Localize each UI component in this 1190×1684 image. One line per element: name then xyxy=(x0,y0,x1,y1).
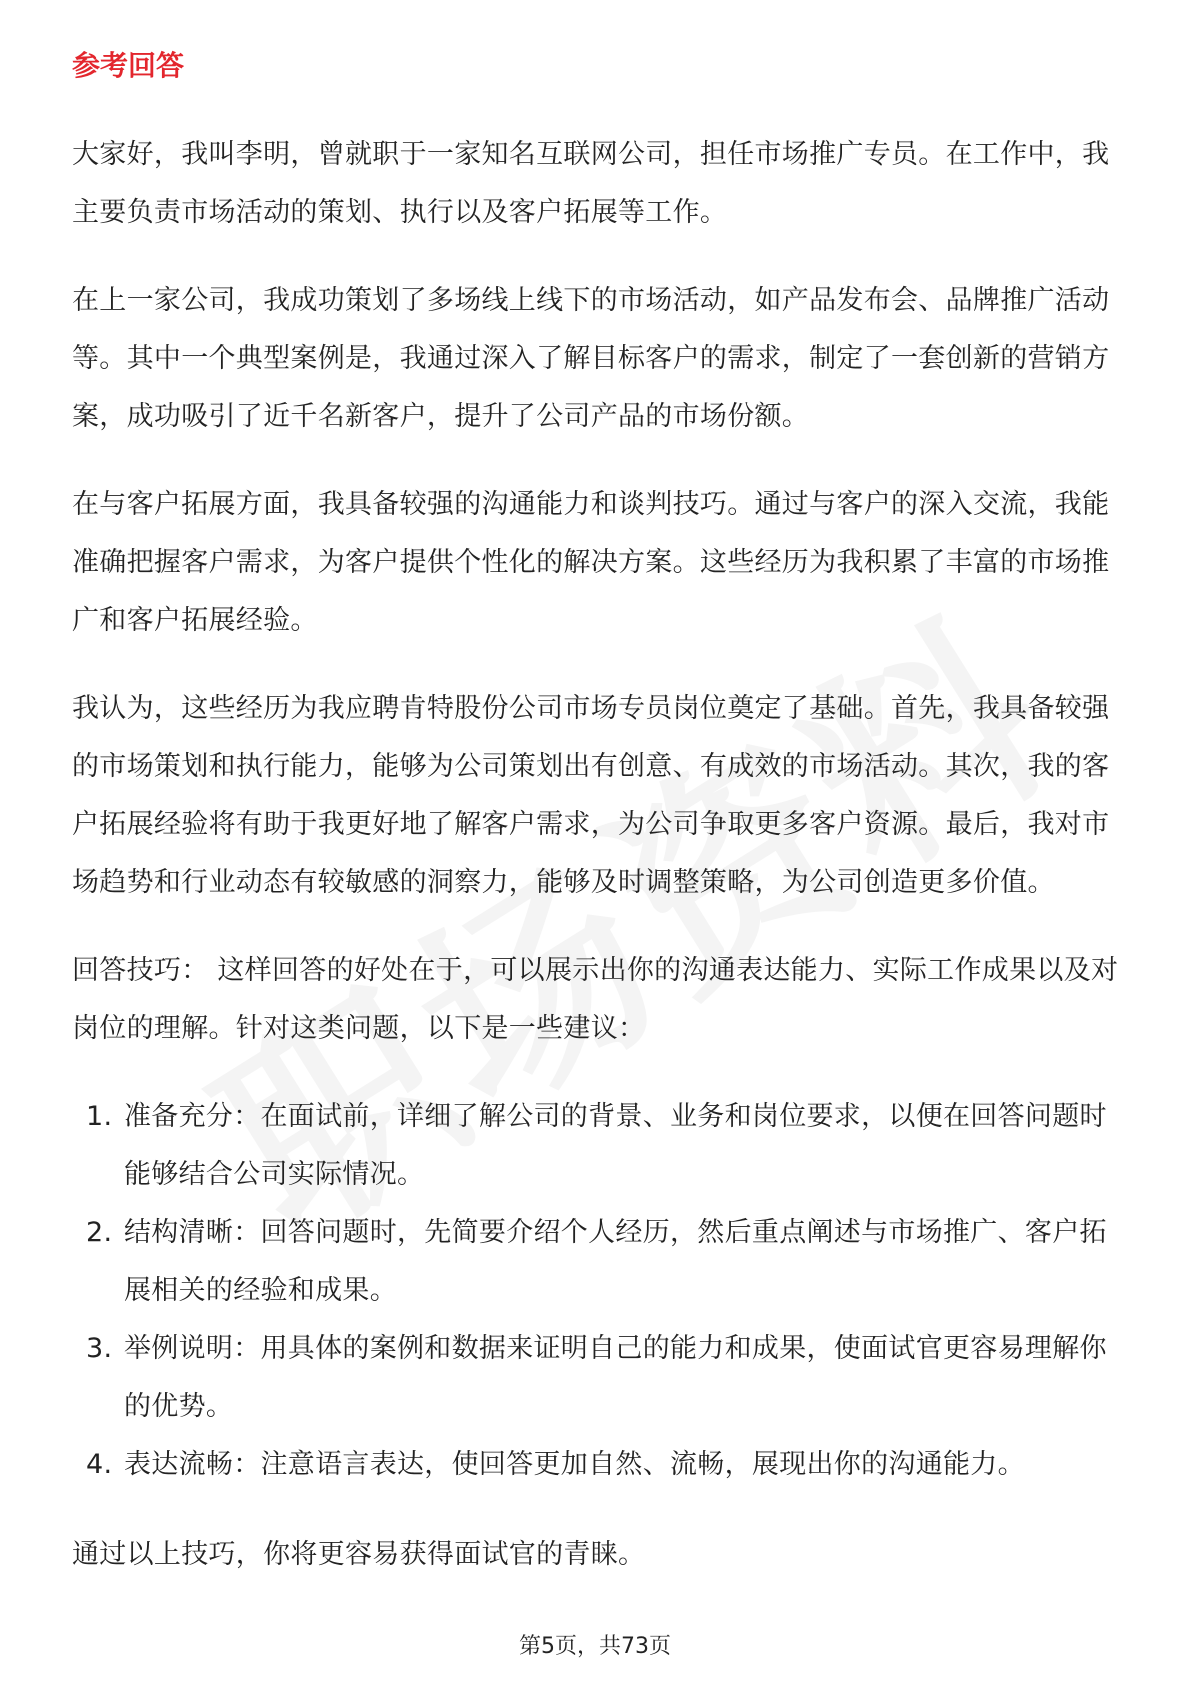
list-item-text: 准备充分：在面试前，详细了解公司的背景、业务和岗位要求，以便在回答问题时能够结合公司实际情况。 xyxy=(124,1101,1107,1190)
list-item-number: 4. xyxy=(86,1449,113,1480)
paragraph-tips-intro: 回答技巧： 这样回答的好处在于，可以展示出你的沟通表达能力、实际工作成果以及对岗位的理解。针对这类问题，以下是一些建议： xyxy=(72,955,1119,1044)
list-item-number: 3. xyxy=(86,1333,113,1364)
paragraph-conclusion: 我认为，这些经历为我应聘肯特股份公司市场专员岗位奠定了基础。首先，我具备较强的市场策划和执行能力，能够为公司策划出有创意、有成效的市场活动。其次，我的客户拓展经验将有助于我更好地了解客户需求，为公司争取更多客户资源。最后，我对市场趋势和行业动态有较敏感的洞察力，能够及时调整策略，为公司创造更多价值。 xyxy=(72,693,1110,898)
list-item xyxy=(72,1436,1128,1494)
page-content xyxy=(72,46,1128,1614)
page-number: 第5页，共73页 xyxy=(519,1634,671,1659)
list-item-number: 1. xyxy=(86,1101,113,1132)
list-item xyxy=(72,1088,1128,1204)
list-item-text: 结构清晰：回答问题时，先简要介绍个人经历，然后重点阐述与市场推广、客户拓展相关的经验和成果。 xyxy=(124,1217,1107,1306)
list-item xyxy=(72,1204,1128,1320)
section-title: 参考回答 xyxy=(72,49,185,82)
paragraph-case: 在上一家公司，我成功策划了多场线上线下的市场活动，如产品发布会、品牌推广活动等。其中一个典型案例是，我通过深入了解目标客户的需求，制定了一套创新的营销方案，成功吸引了近千名新客户，提升了公司产品的市场份额。 xyxy=(72,285,1110,432)
list-item-number: 2. xyxy=(86,1217,113,1248)
paragraph-intro: 大家好，我叫李明，曾就职于一家知名互联网公司，担任市场推广专员。在工作中，我主要负责市场活动的策划、执行以及客户拓展等工作。 xyxy=(72,139,1110,228)
paragraph-client-expansion: 在与客户拓展方面，我具备较强的沟通能力和谈判技巧。通过与客户的深入交流，我能准确把握客户需求，为客户提供个性化的解决方案。这些经历为我积累了丰富的市场推广和客户拓展经验。 xyxy=(72,489,1110,636)
list-item-text: 表达流畅：注意语言表达，使回答更加自然、流畅，展现出你的沟通能力。 xyxy=(124,1449,1025,1480)
list-item-text: 举例说明：用具体的案例和数据来证明自己的能力和成果，使面试官更容易理解你的优势。 xyxy=(124,1333,1107,1422)
tips-list xyxy=(72,1088,1128,1494)
list-item xyxy=(72,1320,1128,1436)
paragraph-closing: 通过以上技巧，你将更容易获得面试官的青睐。 xyxy=(72,1539,646,1570)
